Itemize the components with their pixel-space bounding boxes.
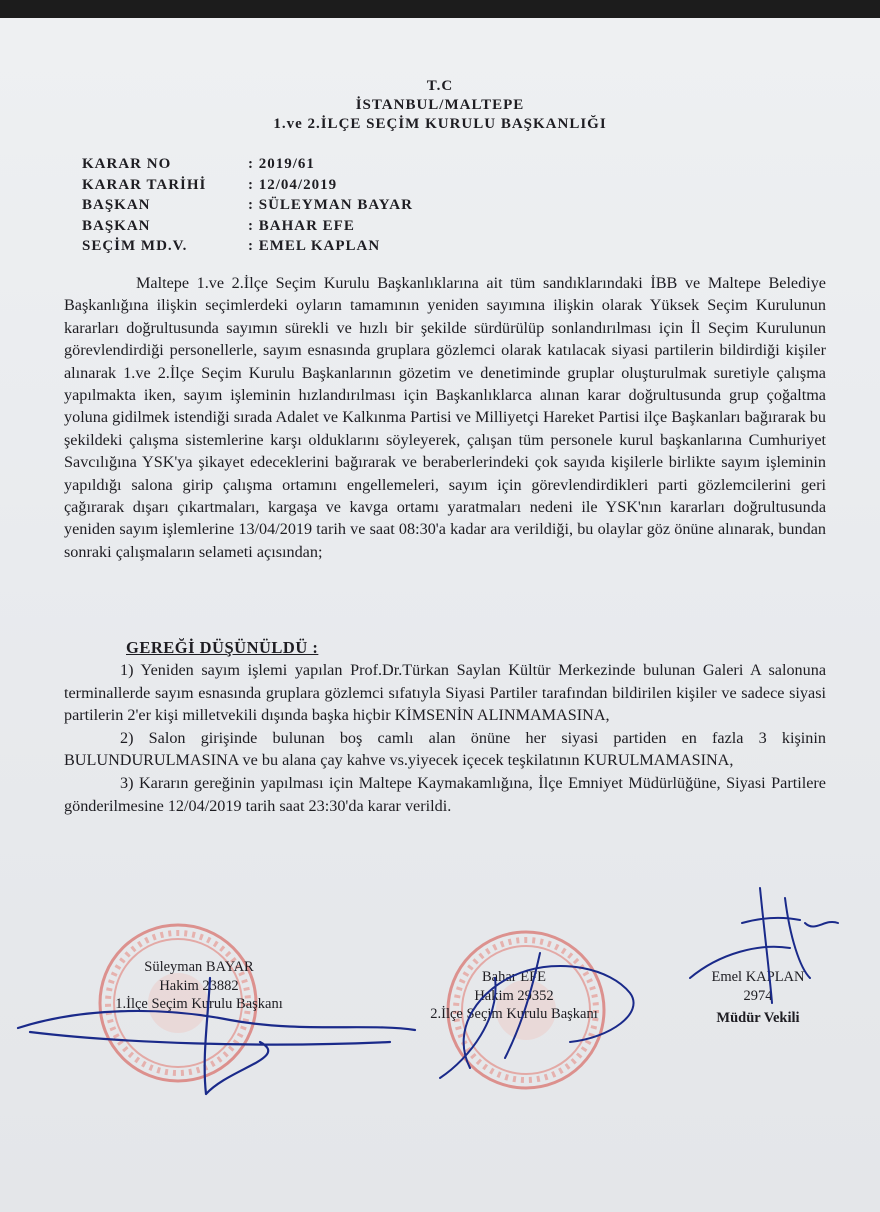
meta-value: : SÜLEYMAN BAYAR: [248, 197, 413, 213]
meta-value: : EMEL KAPLAN: [248, 238, 381, 254]
signer-role: Müdür Vekili: [716, 1010, 800, 1026]
meta-key: KARAR TARİHİ: [82, 176, 207, 193]
signer-role: 1.İlçe Seçim Kurulu Başkanı: [115, 996, 283, 1012]
signer-id: 2974: [743, 987, 773, 1004]
meta-key: BAŞKAN: [82, 217, 151, 234]
meta-row: [82, 236, 413, 257]
decision-list: [64, 659, 826, 817]
signature-block-1: [84, 958, 314, 1014]
decision-item: 3) Kararın gereğinin yapılması için Maltepe Kaymakamlığına, İlçe Emniyet Müdürlüğüne, Siyasi Partilere gönderilmesine 12/04/2019 tarih saat 23:30'da karar verildi.: [64, 773, 826, 815]
signature-block-2: [384, 968, 644, 1024]
decision-meta: [82, 154, 413, 257]
body-paragraph-block: [64, 272, 826, 563]
header-line-3: 1.ve 2.İLÇE SEÇİM KURULU BAŞKANLIĞI: [273, 116, 607, 132]
decision-item: 2) Salon girişinde bulunan boş camlı alan önüne her siyasi partiden en fazla 3 kişinin BULUNDURULMASINA ve bu alana çay kahve vs.yiyecek içecek teşkilatının KURULMAMASINA,: [64, 728, 826, 770]
signer-name: Emel KAPLAN: [711, 969, 805, 985]
body-paragraph: Maltepe 1.ve 2.İlçe Seçim Kurulu Başkanlıklarına ait tüm sandıklarındaki İBB ve Maltepe Belediye Başkanlığına ilişkin seçimlerdeki oyların tamamının yeniden sayımına ilişkin olarak Yüksek Seçim Kurulunun kararları doğrultusunda sayımın sürekli ve hızlı bir şekilde sürdürülüp sonlandırılması için İl Seçim Kurulunun görevlendirdiği personellerle, sayım esnasında gruplara gözlemci olarak katılacak siyasi partilerin bildirdiği kişiler alınarak 1.ve 2.İlçe Seçim Kurulu Başkanlarının gözetim ve denetiminde gruplar oluşturulmak suretiyle çalışma yapılmakta iken, sayım işleminin hızlandırılması için Başkanlıklarca alınan karar doğrultusunda grup çoğaltma yoluna gidilmek istendiği sırada Adalet ve Kalkınma Partisi ve Milliyetçi Hareket Partisi ilçe Başkanları bağırarak bu şekildeki çalışma sistemlerine karşı olduklarını söyleyerek, çalışan tüm personele kurul başkanlarına Cumhuriyet Savcılığına YSK'ya şikayet edeceklerini bağırarak ve beraberlerindeki çok sayıda kişilerle birlikte sayım işleminin yapıldığı salona girip çalışma ortamını engellemeleri, sayım için görevlendirdikleri parti gözlemcilerini geri çağırarak dışarı çıkartmaları, kargaşa ve kavga ortamı yaratmaları nedeni ile YSK'nın kararları doğrultusunda yeniden sayım işlemlerine 13/04/2019 tarih ve saat 08:30'a kadar ara verildiği, bu olaylar göz önüne alınarak, bundan sonraki çalışmaların selameti açısından;: [64, 274, 826, 561]
header-line-1: T.C: [426, 78, 454, 94]
meta-key: SEÇİM MD.V.: [82, 238, 188, 254]
signature-block-3: [690, 968, 826, 1028]
decision-title: GEREĞİ DÜŞÜNÜLDÜ :: [126, 638, 319, 657]
meta-row: [82, 216, 413, 237]
signer-id: Hakim 29352: [474, 987, 554, 1004]
signer-name: Bahar EFE: [481, 969, 547, 985]
meta-key: BAŞKAN: [82, 197, 151, 213]
signer-role: 2.İlçe Seçim Kurulu Başkanı: [430, 1006, 598, 1022]
meta-value: : 12/04/2019: [248, 176, 338, 193]
meta-value: : BAHAR EFE: [248, 217, 355, 234]
signer-id: Hakim 23882: [159, 977, 239, 994]
meta-key: KARAR NO: [82, 156, 172, 172]
meta-row: [82, 175, 413, 196]
decision-item: 1) Yeniden sayım işlemi yapılan Prof.Dr.Türkan Saylan Kültür Merkezinde bulunan Galeri A salonuna terminallerde sayım esnasında gruplara gözlemci sıfatıyla Siyasi Partiler tarafından bildirilen kişiler ve sadece siyasi partilerin 2'er kişi milletvekili dışında başka hiçbir KİMSENİN ALINMAMASINA,: [64, 661, 826, 725]
document-sheet: [0, 18, 880, 1212]
signer-name: Süleyman BAYAR: [144, 959, 254, 975]
meta-row: [82, 154, 413, 175]
meta-row: [82, 195, 413, 216]
meta-value: : 2019/61: [248, 156, 315, 172]
header-line-2: İSTANBUL/MALTEPE: [355, 97, 525, 113]
